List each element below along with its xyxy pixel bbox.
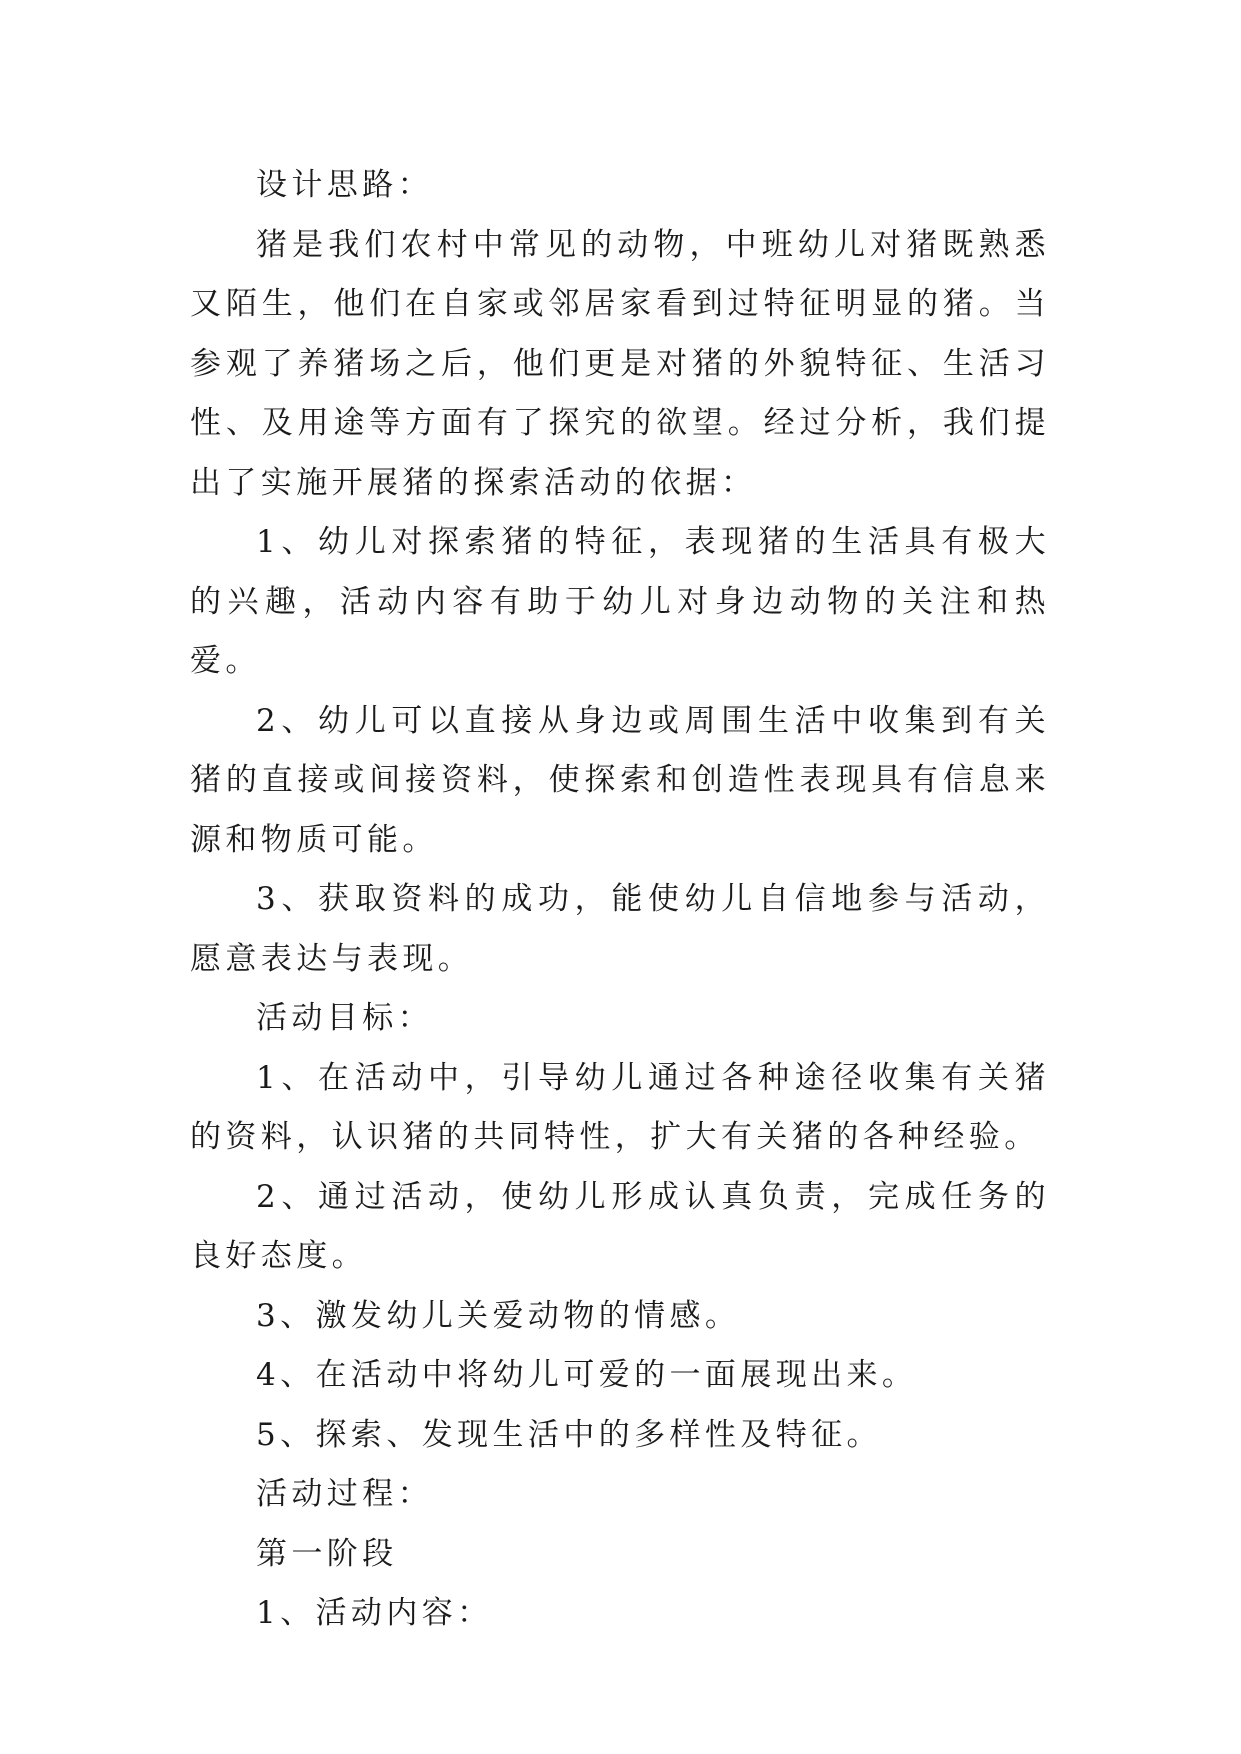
paragraph-goal-2: 2、通过活动，使幼儿形成认真负责，完成任务的良好态度。	[190, 1178, 1050, 1274]
paragraph-goal-5: 5、探索、发现生活中的多样性及特征。	[256, 1416, 882, 1453]
paragraph-goal-1: 1、在活动中，引导幼儿通过各种途径收集有关猪的资料，认识猪的共同特性，扩大有关猪的各种经验。	[190, 1059, 1050, 1155]
heading-stage-one: 第一阶段	[256, 1535, 398, 1572]
document-body	[190, 156, 1050, 1644]
paragraph-basis-2: 2、幼儿可以直接从身边或周围生活中收集到有关猪的直接或间接资料，使探索和创造性表现具有信息来源和物质可能。	[190, 702, 1050, 858]
heading-activity-content: 1、活动内容：	[256, 1595, 493, 1631]
heading-activity-process: 活动过程：	[256, 1476, 433, 1512]
paragraph-intro: 猪是我们农村中常见的动物，中班幼儿对猪既熟悉又陌生，他们在自家或邻居家看到过特征明显的猪。当参观了养猪场之后，他们更是对猪的外貌特征、生活习性、及用途等方面有了探究的欲望。经过分析，我们提出了实施开展猪的探索活动的依据：	[190, 226, 1050, 501]
paragraph-goal-4: 4、在活动中将幼儿可爱的一面展现出来。	[256, 1357, 918, 1393]
paragraph-basis-1: 1、幼儿对探索猪的特征，表现猪的生活具有极大的兴趣，活动内容有助于幼儿对身边动物的关注和热爱。	[190, 524, 1050, 679]
heading-design-idea: 设计思路：	[256, 167, 433, 203]
paragraph-goal-3: 3、激发幼儿关爱动物的情感。	[256, 1297, 741, 1334]
heading-activity-goals: 活动目标：	[256, 1000, 433, 1036]
paragraph-basis-3: 3、获取资料的成功，能使幼儿自信地参与活动，愿意表达与表现。	[190, 881, 1050, 977]
